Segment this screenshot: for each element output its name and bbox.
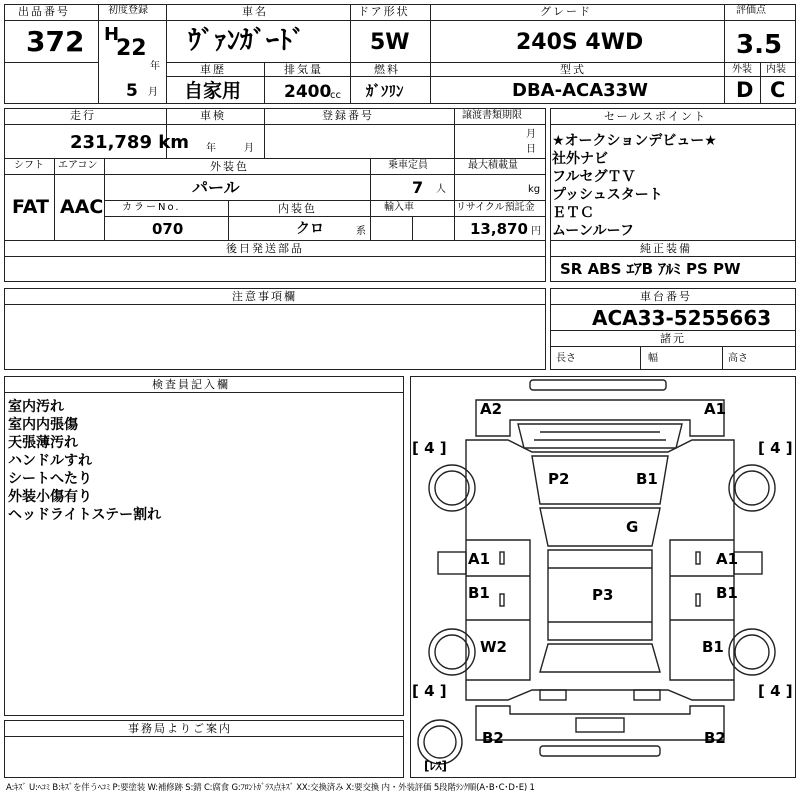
- sales-point-item: ★オークションデビュー★: [552, 133, 717, 149]
- damage-front-left: A2: [480, 400, 503, 418]
- inspector-note: 外装小傷有り: [8, 489, 92, 505]
- inspector-note: シートへたり: [8, 471, 92, 487]
- left-mirror: [438, 552, 466, 574]
- capacity-value: 7: [412, 178, 424, 197]
- int-color-value: クロ: [296, 221, 324, 237]
- plate-label: 登録番号: [322, 109, 374, 122]
- width-label: 幅: [648, 353, 658, 364]
- damage-left-rear-door: B1: [468, 584, 490, 602]
- int-color-unit: 系: [356, 226, 366, 237]
- fuel-value: ｶﾞｿﾘﾝ: [366, 82, 404, 100]
- grade-label: グレード: [540, 5, 592, 18]
- body-outline: [466, 440, 734, 700]
- damage-rear-right: B2: [704, 729, 726, 747]
- shift-label: シフト: [14, 160, 44, 171]
- windshield-shape: [540, 508, 660, 546]
- displacement-unit: cc: [330, 90, 341, 101]
- rear-bumper: [540, 746, 660, 756]
- capacity-unit: 人: [436, 184, 446, 195]
- notes-label: 注意事項欄: [232, 290, 297, 303]
- inspector-label: 検査員記入欄: [152, 378, 230, 391]
- height-label: 高さ: [728, 353, 748, 364]
- legend-text: A:ｷｽﾞ U:ﾍｺﾐ B:ｷｽﾞを伴うﾍｺﾐ P:要塗装 W:補修跡 S:錆 C:腐食 G:ﾌﾛﾝﾄｶﾞﾗｽ点ｷｽﾞ XX:交換済み X:要交換 内・外装評価 5段階ﾗﾝｸ順(A･B･C･D･E) 1: [6, 783, 535, 793]
- ac-value: AAC: [60, 196, 104, 218]
- tire-fr: [ 4 ]: [758, 439, 793, 457]
- rear-outline: [476, 706, 724, 740]
- first-reg-label: 初度登録: [108, 5, 148, 16]
- mileage-value: 231,789 km: [70, 132, 189, 153]
- transfer-label: 譲渡書類期限: [462, 110, 522, 121]
- color-no-label: カラーNo.: [122, 202, 181, 213]
- inspector-note: 室内汚れ: [8, 399, 64, 415]
- score-label: 評価点: [736, 5, 766, 16]
- car-name: ｳﾞｧﾝｶﾞｰﾄﾞ: [188, 26, 306, 56]
- doors-value: 5W: [370, 30, 410, 55]
- recycle-label: リサイクル預託金: [456, 202, 535, 213]
- inspection-month-unit: 月: [244, 143, 254, 154]
- length-label: 長さ: [556, 353, 576, 364]
- wheel-rr: [729, 629, 775, 675]
- damage-roof: P3: [592, 586, 614, 604]
- reg-month: 5: [126, 81, 138, 101]
- front-bumper: [530, 380, 666, 390]
- color-value: パール: [192, 178, 240, 197]
- model-label: 型式: [560, 63, 586, 76]
- exterior-grade: D: [736, 78, 754, 102]
- lot-label: 出品番号: [18, 5, 70, 18]
- displacement-label: 排気量: [284, 63, 323, 76]
- era-letter: H: [104, 24, 120, 45]
- import-label: 輸入車: [384, 202, 414, 213]
- load-label: 最大積載量: [468, 160, 518, 171]
- damage-front-right: A1: [704, 400, 727, 418]
- grade-value: 240S 4WD: [516, 30, 644, 55]
- interior-grade: C: [770, 78, 786, 102]
- damage-hood-right: B1: [636, 470, 658, 488]
- inspector-note: ハンドルすれ: [8, 453, 92, 469]
- interior-label: 内装: [766, 64, 786, 75]
- inspection-year-unit: 年: [206, 143, 216, 154]
- rear-light-left: [540, 690, 566, 700]
- grille: [518, 424, 682, 448]
- model-value: DBA-ACA33W: [512, 80, 649, 101]
- office-label: 事務局よりご案内: [128, 722, 232, 735]
- damage-windshield: G: [626, 518, 639, 536]
- sales-point-item: 社外ナビ: [552, 151, 608, 167]
- mileage-label: 走行: [70, 109, 96, 122]
- month-unit: 月: [148, 87, 158, 98]
- reg-year: 22: [116, 36, 147, 61]
- shift-value: FAT: [12, 196, 49, 218]
- front-outline: [476, 400, 727, 436]
- equipment-label: 純正装備: [640, 242, 692, 255]
- spec-label: 諸元: [660, 332, 686, 345]
- damage-right-front-door: A1: [716, 550, 739, 568]
- tire-rr: [ 4 ]: [758, 682, 793, 700]
- damage-left-rear-fender: W2: [480, 638, 507, 656]
- transfer-day-unit: 日: [526, 144, 536, 155]
- capacity-label: 乗車定員: [388, 160, 428, 171]
- rear-window: [540, 644, 660, 672]
- damage-right-rear-door: B1: [716, 584, 738, 602]
- damage-hood-left: P2: [548, 470, 570, 488]
- wheel-fl: [429, 465, 475, 511]
- wheel-fr: [729, 465, 775, 511]
- color-label: 外装色: [210, 160, 249, 173]
- sales-point-item: ムーンルーフ: [552, 223, 634, 239]
- transfer-month-unit: 月: [526, 129, 536, 140]
- sales-point-item: ＥＴＣ: [552, 205, 594, 221]
- recycle-value: 13,870: [470, 220, 528, 238]
- fuel-label: 燃料: [374, 63, 400, 76]
- ac-label: エアコン: [58, 160, 98, 171]
- wheel-rl: [429, 629, 475, 675]
- sales-points-label: セールスポイント: [604, 110, 708, 123]
- doors-label: ドア形状: [358, 5, 410, 18]
- right-mirror: [734, 552, 762, 574]
- spare-label: [ﾚｽ]: [424, 759, 447, 773]
- load-unit: kg: [528, 184, 541, 195]
- later-parts-label: 後日発送部品: [226, 242, 304, 255]
- equipment-value: SR ABS ｴｱB ｱﾙﾐ PS PW: [560, 260, 741, 278]
- displacement-value: 2400: [284, 82, 332, 102]
- history-value: 自家用: [184, 80, 242, 102]
- history-label: 車歴: [200, 63, 226, 76]
- int-color-label: 内装色: [278, 202, 317, 215]
- car-name-label: 車名: [242, 5, 268, 18]
- rear-light-right: [634, 690, 660, 700]
- chassis-number: ACA33-5255663: [592, 306, 772, 330]
- color-no-value: 070: [152, 220, 184, 238]
- inspector-note: ヘッドライトステー割れ: [8, 507, 162, 523]
- score-value: 3.5: [736, 30, 783, 60]
- tire-rl: [ 4 ]: [412, 682, 447, 700]
- recycle-unit: 円: [531, 226, 541, 237]
- chassis-label: 車台番号: [640, 290, 692, 303]
- damage-left-front-door: A1: [468, 550, 491, 568]
- sales-point-item: プッシュスタート: [552, 187, 663, 203]
- lot-number: 372: [26, 25, 85, 58]
- inspector-note: 天張薄汚れ: [8, 435, 78, 451]
- inspector-note: 室内内張傷: [8, 417, 78, 433]
- damage-right-rear-fender: B1: [702, 638, 724, 656]
- inspection-label: 車検: [200, 109, 226, 122]
- exterior-label: 外装: [732, 64, 752, 75]
- year-unit: 年: [150, 61, 160, 72]
- plate: [576, 718, 624, 732]
- tire-fl: [ 4 ]: [412, 439, 447, 457]
- sales-point-item: フルセグＴＶ: [552, 169, 636, 185]
- damage-rear-left: B2: [482, 729, 504, 747]
